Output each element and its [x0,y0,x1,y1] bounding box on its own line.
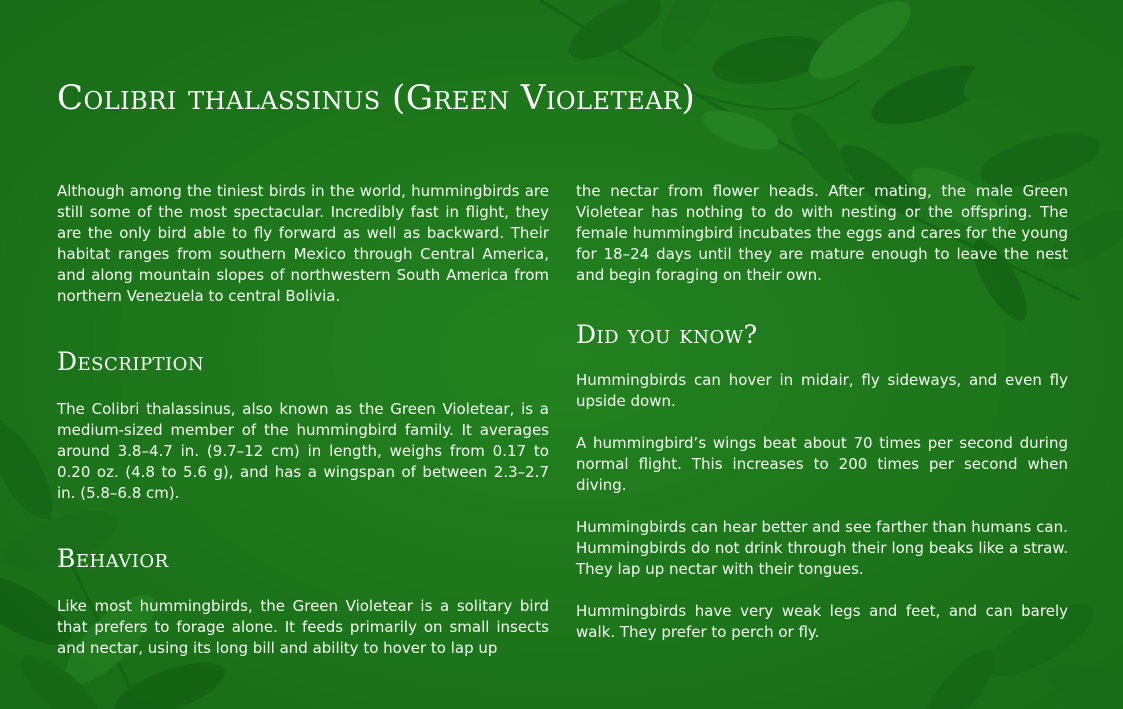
intro-paragraph: Although among the tiniest birds in the world, hummingbirds are still some of the most spectacular. Incredibly fast in flight, they are the only bird able to fly forward as well as backward. Their habitat ranges from southern Mexico through Central America, and along mountain slopes of northwestern South America from northern Venezuela to central Bolivia. [57,182,549,305]
description-paragraph: The Colibri thalassinus, also known as the Green Violetear, is a medium-sized member of the hummingbird family. It averages around 3.8–4.7 in. (9.7–12 cm) in length, weighs from 0.17 to 0.20 oz. (4.8 to 5.6 g), and has a wingspan of between 2.3–2.7 in. (5.8–6.8 cm). [57,400,549,502]
fact-item: Hummingbirds do not drink through their long beaks like a straw. They lap up nectar with their tongues. [576,539,1068,578]
fact-item: Hummingbirds have very weak legs and feet, and can barely walk. They prefer to perch or fly. [576,602,1068,641]
fact-item: A hummingbird’s wings beat about 70 times per second during normal flight. This increases to 200 times per second when diving. [576,434,1068,494]
fact-item: Hummingbirds can hover in midair, fly sideways, and even fly upside down. [576,371,1068,410]
left-column [57,181,549,659]
fact-item: Hummingbirds can hear better and see farther than humans can. [576,518,1068,536]
did-you-know-heading: Did you know? [576,320,758,349]
behavior-heading: Behavior [57,544,169,573]
page-title: Colibri thalassinus (Green Violetear) [57,78,696,118]
description-heading: Description [57,347,205,376]
behavior-paragraph: Like most hummingbirds, the Green Violetear is a solitary bird that prefers to forage alone. It feeds primarily on small insects and nectar, using its long bill and ability to hover to lap up [57,597,549,657]
behavior-paragraph-continued: the nectar from flower heads. After mating, the male Green Violetear has nothing to do with nesting or the offspring. The female hummingbird incubates the eggs and cares for the young for 18–24 days until they are mature enough to leave the nest and begin foraging on their own. [576,182,1068,284]
right-column [576,181,1068,643]
